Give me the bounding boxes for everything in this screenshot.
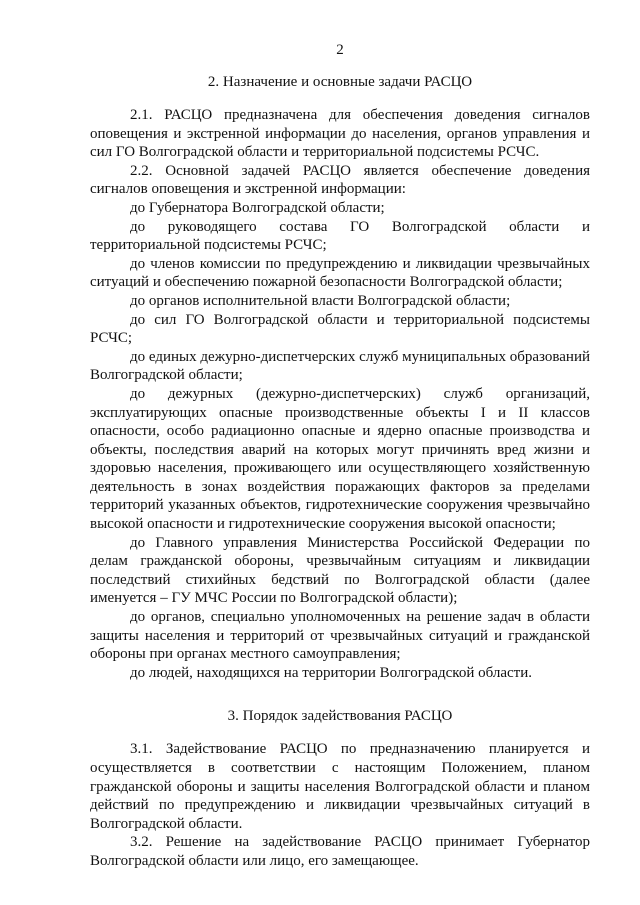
list-item-emergency-commission: до членов комиссии по предупреждению и ликвидации чрезвычайных ситуаций и обеспечению пожарной безопасности Волгоградской области; <box>90 255 590 291</box>
list-item-go-leadership: до руководящего состава ГО Волгоградской области и территориальной подсистемы РСЧС; <box>90 218 590 254</box>
paragraph-2-1: 2.1. РАСЦО предназначена для обеспечения доведения сигналов оповещения и экстренной информации до населения, органов управления и сил ГО Волгоградской области и территориальной подсистемы РСЧС. <box>90 107 590 161</box>
paragraph-2-2: 2.2. Основной задачей РАСЦО является обеспечение доведения сигналов оповещения и экстренной информации: <box>90 162 590 198</box>
section-2-heading: 2. Назначение и основные задачи РАСЦО <box>207 74 473 90</box>
list-item-population: до людей, находящихся на территории Волгоградской области. <box>130 664 532 681</box>
page-number: 2 <box>336 42 344 58</box>
paragraph-3-2: 3.2. Решение на задействование РАСЦО принимает Губернатор Волгоградской области или лицо, его замещающее. <box>90 834 590 869</box>
list-item-governor: до Губернатора Волгоградской области; <box>130 199 385 216</box>
list-item-go-forces: до сил ГО Волгоградской области и территориальной подсистемы РСЧС; <box>90 311 590 347</box>
list-item-dispatch-services: до единых дежурно-диспетчерских служб муниципальных образований Волгоградской области; <box>90 348 590 384</box>
section-2-body <box>90 106 590 682</box>
list-item-authorized-bodies: до органов, специально уполномоченных на решение задач в области защиты населения и территорий от чрезвычайных ситуаций и гражданской обороны при органах местного самоуправления; <box>90 609 590 663</box>
section-3-body <box>90 740 590 870</box>
section-3-heading: 3. Порядок задействования РАСЦО <box>227 708 453 725</box>
paragraph-3-1: 3.1. Задействование РАСЦО по предназначению планируется и осуществляется в соответствии с настоящим Положением, планом гражданской обороны и защиты населения Волгоградской области и планом действий по предупреждению и ликвидации чрезвычайных ситуаций в Волгоградской области. <box>90 741 590 832</box>
list-item-mchs-department: до Главного управления Министерства Российской Федерации по делам гражданской обороны, чрезвычайным ситуациям и ликвидации последствий стихийных бедствий по Волгоградской области (далее именуется – ГУ МЧС России по Волгоградской области); <box>90 534 590 607</box>
section-divider-space <box>90 682 590 700</box>
list-item-hazardous-facilities: до дежурных (дежурно-диспетчерских) служб организаций, эксплуатирующих опасные производственные объекты I и II классов опасности, особо радиационно опасные и ядерно опасные производства и объекты, последствия аварий на которых могут причинять вред жизни и здоровью населения, проживающего или осуществляющего хозяйственную деятельность в зонах воздействия поражающих факторов за пределами территорий указанных объектов, гидротехнические сооружения чрезвычайно высокой опасности и гидротехнические сооружения высокой опасности; <box>90 385 590 533</box>
list-item-executive-bodies: до органов исполнительной власти Волгоградской области; <box>130 292 511 309</box>
